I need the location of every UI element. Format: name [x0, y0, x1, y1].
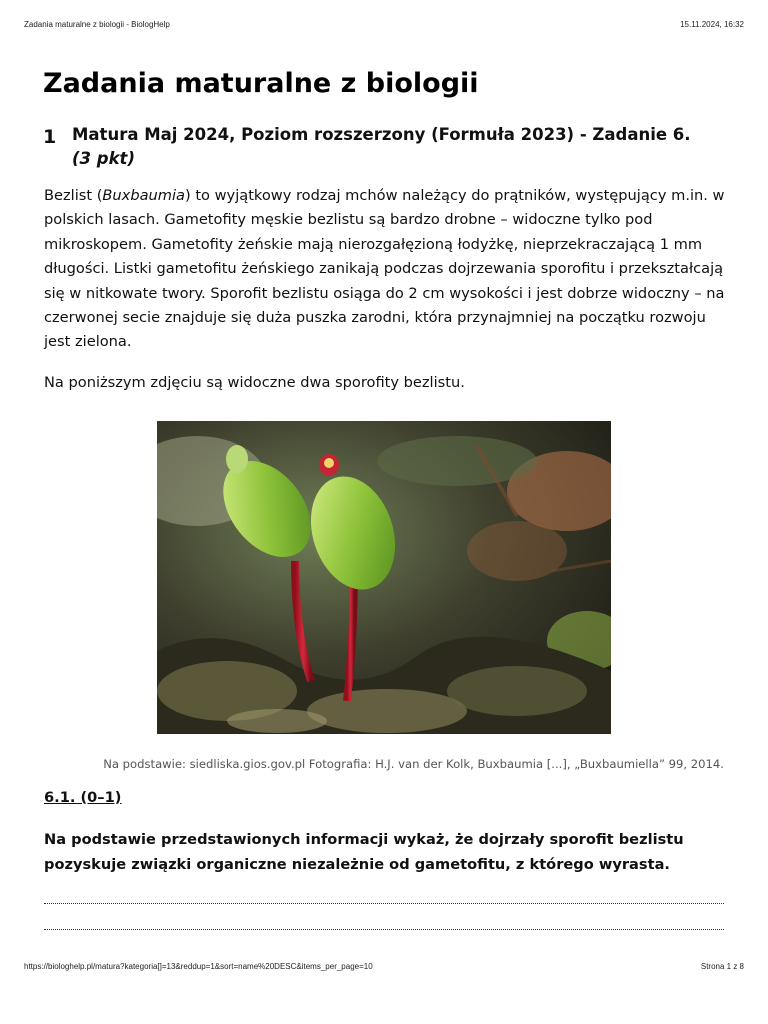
print-header-datetime: 15.11.2024, 16:32	[680, 20, 744, 29]
task-points: (3 pkt)	[72, 149, 135, 168]
answer-line[interactable]	[44, 903, 724, 904]
print-footer	[24, 962, 744, 971]
print-header-title: Zadania maturalne z biologii - BiologHelp	[24, 20, 170, 29]
task-number: 1	[43, 126, 57, 148]
task-description-part: Bezlist (	[44, 187, 103, 204]
task-description-part: ) to wyjątkowy rodzaj mchów należący do prątników, występujący m.in. w polskich lasach. Gametofity męskie bezlistu są bardzo drobne – widoczne tylko pod mikroskopem. Gametofity żeńskie mają nierozgałęzioną łodyżkę, nieprzekraczającą 1 mm długości. Listki gametofitu żeńskiego zanikają podczas dojrzewania sporofitu i przekształcają się w nitkowate twory. Sporofit bezlistu osiąga do 2 cm wysokości i jest dobrze widoczny – na czerwonej secie znajduje się duża puszka zarodni, która przynajmniej na początku rozwoju jest zielona.	[44, 187, 725, 351]
page-url: https://biologhelp.pl/matura?kategoria[]=13&reddup=1&sort=name%20DESC&items_per_page=10	[24, 962, 373, 971]
photo-caption: Na podstawie: siedliska.gios.gov.pl Fotografia: H.J. van der Kolk, Buxbaumia [...], „Buxbaumiella” 99, 2014.	[103, 757, 724, 771]
task-description	[44, 184, 734, 355]
page-title: Zadania maturalne z biologii	[43, 68, 479, 99]
photo-intro: Na poniższym zdjęciu są widoczne dwa sporofity bezlistu.	[44, 374, 465, 391]
answer-line[interactable]	[44, 929, 724, 930]
print-header	[24, 20, 744, 29]
buxbaumia-photo	[157, 421, 611, 734]
page-number: Strona 1 z 8	[700, 962, 744, 971]
latin-name: Buxbaumia	[102, 187, 185, 204]
subtask-label: 6.1. (0–1)	[44, 789, 122, 806]
task-heading-text: Matura Maj 2024, Poziom rozszerzony (Formuła 2023) - Zadanie 6.	[72, 125, 691, 144]
subtask-question: Na podstawie przedstawionych informacji wykaż, że dojrzały sporofit bezlistu pozyskuje związki organiczne niezależnie od gametofitu, z którego wyrasta.	[44, 831, 684, 873]
task-heading	[72, 123, 692, 171]
